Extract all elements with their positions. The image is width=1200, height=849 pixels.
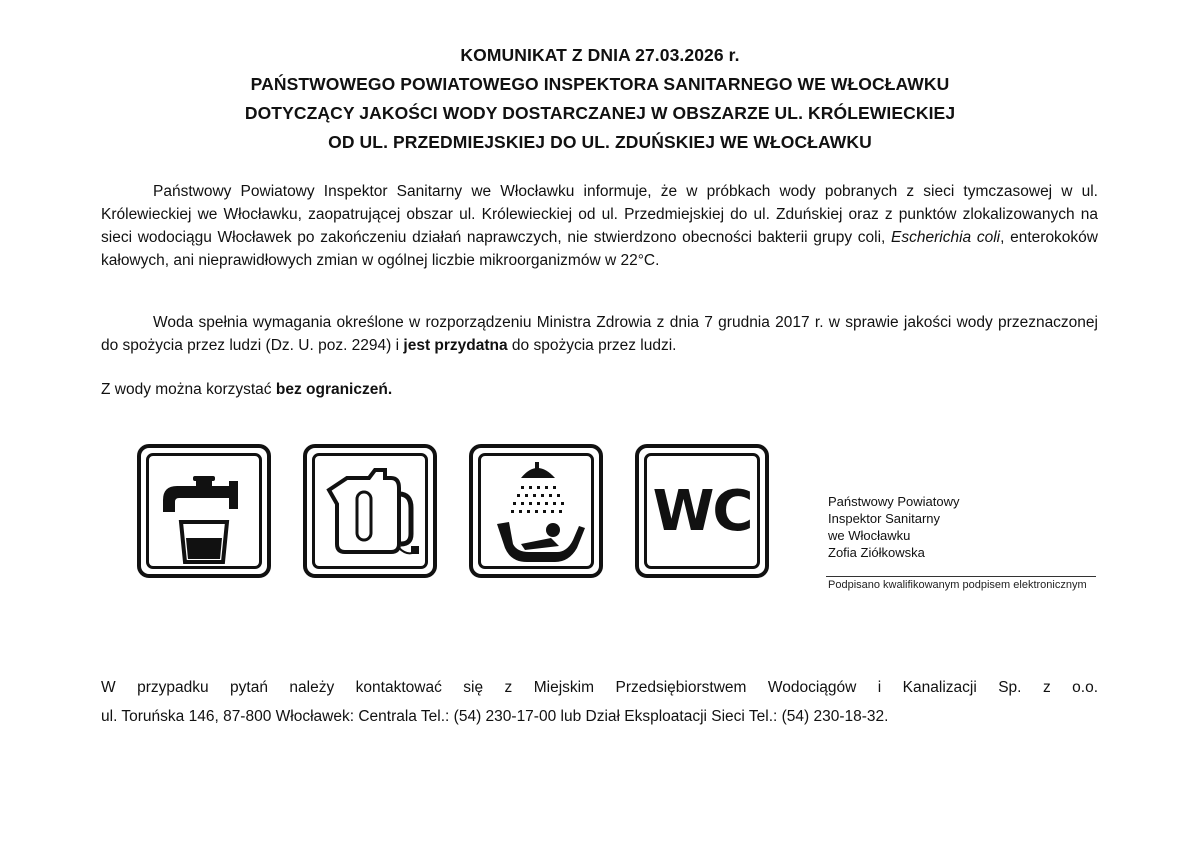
signature-line-2: Inspektor Sanitarny: [828, 511, 941, 526]
compliance-paragraph: [101, 311, 1098, 357]
heading-line-2: PAŃSTWOWEGO POWIATOWEGO INSPEKTORA SANITARNEGO WE WŁOCŁAWKU: [250, 74, 950, 94]
paragraph3-bold-no-restrictions: bez ograniczeń.: [275, 381, 393, 398]
paragraph1-text-a: Państwowy Powiatowy Inspektor Sanitarny we Włocławku informuje, że w próbkach wody pobranych z sieci tymczasowej w ul. Królewieckiej we Włocławku, zaopatrującej obszar ul. Królewieckiej od ul. Przedmiejskiej do ul. Zduńskiej oraz z punktów zlokalizowanych na sieci wodociągu Włocławek po zakończeniu działań naprawczych, nie stwierdzono obecności bakterii grupy coli,: [101, 183, 1098, 246]
electronic-signature-note: Podpisano kwalifikowanym podpisem elektronicznym: [828, 579, 1087, 591]
wc-toilet-icon: [635, 444, 769, 578]
contact-line-2: ul. Toruńska 146, 87-800 Włocławek: Centrala Tel.: (54) 230-17-00 lub Dział Eksploatacji Sieci Tel.: (54) 230-18-32.: [101, 708, 889, 725]
shower-graphic: [473, 448, 599, 574]
electric-kettle-icon: [303, 444, 437, 578]
contact-paragraph: [101, 673, 1098, 731]
contact-line-1: W przypadku pytań należy kontaktować się z Miejskim Przedsiębiorstwem Wodociągów i Kanalizacji Sp. z o.o.: [101, 679, 1098, 696]
heading-line-3: DOTYCZĄCY JAKOŚCI WODY DOSTARCZANEJ W OBSZARZE UL. KRÓLEWIECKIEJ: [244, 103, 956, 123]
paragraph1-italic-species: Escherichia coli: [891, 229, 1001, 246]
shower-bath-icon: [469, 444, 603, 578]
heading-line-4: OD UL. PRZEDMIEJSKIEJ DO UL. ZDUŃSKIEJ WE WŁOCŁAWKU: [328, 132, 872, 152]
signature-block: [828, 493, 960, 561]
tap-glass-graphic: [141, 448, 267, 574]
water-usage-icons: [137, 444, 777, 584]
test-results-paragraph: [101, 180, 1098, 272]
usage-paragraph: [101, 378, 1098, 401]
paragraph2-bold-fit: jest przydatna: [403, 337, 508, 354]
signature-divider: [826, 576, 1096, 577]
heading-line-1: KOMUNIKAT Z DNIA 27.03.2026 r.: [460, 45, 740, 65]
paragraph1-text-b: , enterokoków kałowych, ani nieprawidłowych zmian w ogólnej liczbie mikroorganizmów w 22°C.: [101, 229, 1098, 269]
signature-line-3: we Włocławku: [828, 528, 911, 543]
signature-line-4: Zofia Ziółkowska: [828, 545, 925, 560]
tap-drinking-glass-icon: [137, 444, 271, 578]
paragraph2-text-a: Woda spełnia wymagania określone w rozporządzeniu Ministra Zdrowia z dnia 7 grudnia 2017 r. w sprawie jakości wody przeznaczonej do spożycia przez ludzi (Dz. U. poz. 2294) i: [101, 314, 1098, 354]
kettle-graphic: [307, 448, 433, 574]
announcement-title: [100, 41, 1100, 157]
wc-label: WC: [652, 479, 752, 544]
signature-line-1: Państwowy Powiatowy: [828, 494, 960, 509]
paragraph3-text: Z wody można korzystać: [101, 381, 276, 398]
paragraph2-text-b: do spożycia przez ludzi.: [507, 337, 677, 354]
